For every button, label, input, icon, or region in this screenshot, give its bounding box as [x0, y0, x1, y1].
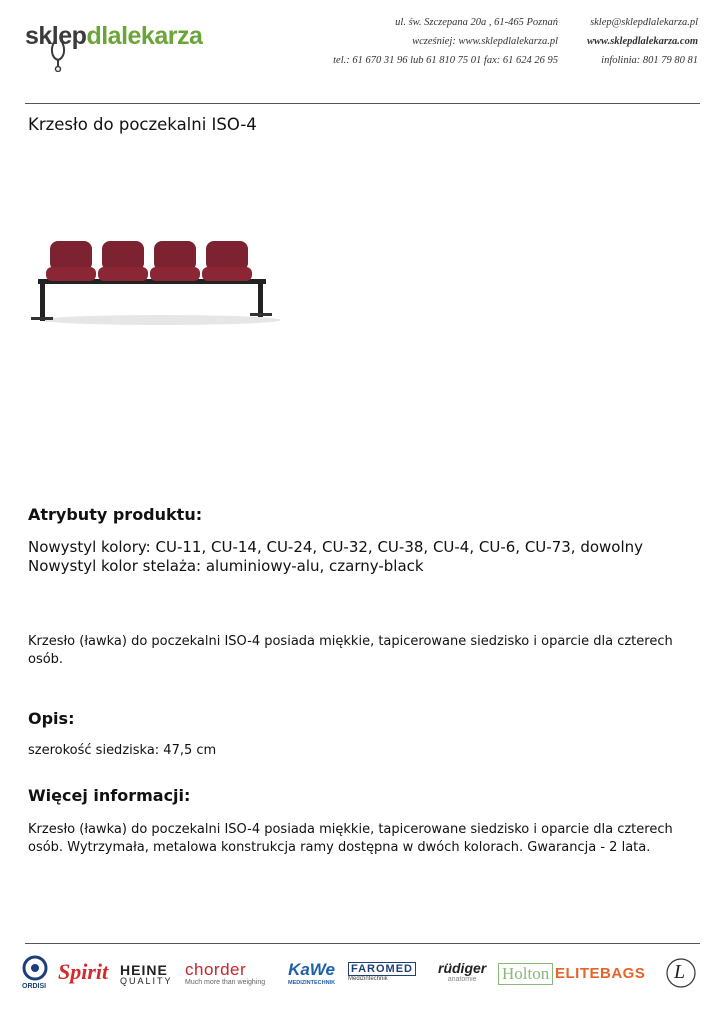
shop-logo[interactable]: sklepdlalekarza	[25, 22, 203, 50]
email-link[interactable]: sklep@sklepdlalekarza.pl	[590, 17, 698, 28]
seat-1	[46, 241, 96, 281]
seat-2	[98, 241, 148, 281]
contact-online-block	[587, 13, 698, 70]
description-text: szerokość siedziska: 47,5 cm	[28, 743, 217, 758]
hotline-line: infolinia: 801 79 80 81	[601, 55, 698, 66]
brand-heine[interactable]: HEINE QUALITY	[120, 962, 173, 986]
attribute-frame-color: Nowystyl kolor stelaża: aluminiowy-alu, czarny-black	[28, 557, 424, 575]
stethoscope-icon	[48, 40, 78, 72]
brand-chorder[interactable]: chorder Much more than weighing	[185, 960, 266, 986]
more-info-text: Krzesło (ławka) do poczekalni ISO-4 posiada miękkie, tapicerowane siedzisko i oparcie dla czterech osób. Wytrzymała, metalowa konstrukcja ramy dostępna w dwóch kolorach. Gwarancja - 2 lata.	[28, 822, 673, 855]
brand-elitebags[interactable]: ELITEBAGS	[555, 965, 646, 982]
address-line: ul. św. Szczepana 20a , 61-465 Poznań	[395, 17, 558, 28]
attribute-colors: Nowystyl kolory: CU-11, CU-14, CU-24, CU-32, CU-38, CU-4, CU-6, CU-73, dowolny	[28, 538, 644, 556]
header-divider	[25, 103, 700, 104]
brand-kawe[interactable]: KaWe MEDIZINTECHNIK	[288, 960, 336, 986]
seat-3	[150, 241, 200, 281]
brand-littmann[interactable]: L	[665, 957, 697, 993]
footer-divider	[25, 943, 700, 944]
product-title: Krzesło do poczekalni ISO-4	[28, 115, 257, 134]
brand-holton[interactable]: Holton	[498, 963, 553, 985]
phone-line: tel.: 61 670 31 96 lub 61 810 75 01 fax: 61 624 26 95	[333, 55, 558, 66]
brand-logos	[20, 955, 710, 995]
page-header	[0, 0, 725, 90]
brand-spirit[interactable]: Spirit	[58, 959, 109, 984]
website-link[interactable]: www.sklepdlalekarza.com	[586, 36, 698, 47]
description-heading: Opis:	[28, 709, 75, 728]
attributes-heading: Atrybuty produktu:	[28, 505, 203, 524]
ordisi-logo-icon	[22, 955, 48, 981]
product-image	[26, 225, 286, 330]
product-summary: Krzesło (ławka) do poczekalni ISO-4 posiada miękkie, tapicerowane siedzisko i oparcie dla czterech osób.	[28, 634, 673, 667]
more-info-heading: Więcej informacji:	[28, 786, 191, 805]
brand-rudiger[interactable]: rüdiger anatomie	[438, 960, 487, 983]
brand-faromed[interactable]: FAROMED Medizintechnik	[348, 962, 416, 982]
seat-4	[202, 241, 252, 281]
contact-address-block	[333, 13, 558, 70]
brand-ordisi[interactable]: ORDISI	[22, 955, 48, 990]
formerly-line: wcześniej: www.sklepdlalekarza.pl	[412, 36, 558, 47]
